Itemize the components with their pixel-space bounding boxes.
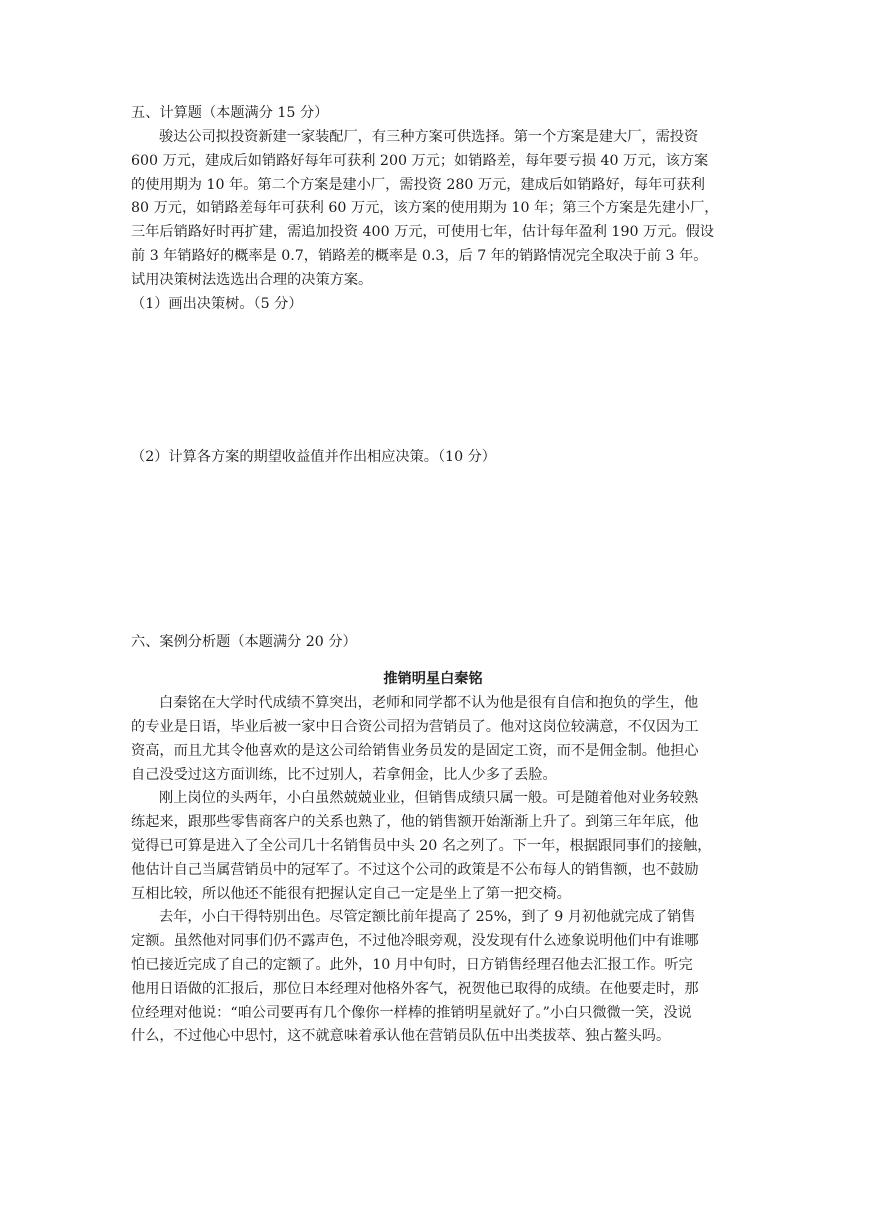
text-line: 他用日语做的汇报后，那位日本经理对他格外客气，祝贺他已取得的成绩。在他要走时，那 [131, 980, 699, 997]
section-6-heading: 六、案例分析题（本题满分 20 分） [131, 634, 357, 651]
spacer [131, 655, 735, 667]
question-1: （1）画出决策树。（5 分） [131, 295, 303, 312]
text-line: 什么，不过他心中思忖，这不就意味着承认他在营销员队伍中出类拔萃、独占鳌头吗。 [131, 1028, 671, 1045]
text-line: 的使用期为 10 年。第二个方案是建小厂，需投资 280 万元，建成后如销路好，每年可获利 [131, 176, 705, 193]
text-line: 自己没受过这方面训练，比不过别人，若拿佣金，比人少多了丢脸。 [131, 766, 557, 783]
text-line: 80 万元，如销路差每年可获利 60 万元，该方案的使用期为 10 年；第三个方案是先建小厂， [131, 200, 719, 217]
case-paragraph-2 [131, 787, 735, 906]
section-5-heading: 五、计算题（本题满分 15 分） [131, 105, 329, 121]
text-line: 三年后销路好时再扩建，需追加投资 400 万元，可使用七年，估计每年盈利 190 万元。假设 [131, 224, 714, 241]
document-content [131, 101, 735, 1049]
text-line: 的专业是日语，毕业后被一家中日合资公司招为营销员了。他对这岗位较满意，不仅因为工 [131, 718, 699, 735]
text-line: 怕已接近完成了自己的定额了。此外，10 月中旬时，日方销售经理召他去汇报工作。听完 [131, 956, 693, 973]
answer-space-1 [131, 316, 735, 446]
text-line: 觉得已可算是进入了全公司几十名销售员中头 20 名之列了。下一年，根据跟同事们的接触， [131, 837, 712, 854]
text-line: 试用决策树法选选出合理的决策方案。 [131, 271, 373, 288]
text-line: 去年，小白干得特别出色。尽管定额比前年提高了 25%，到了 9 月初他就完成了销售 [159, 909, 696, 926]
answer-space-2 [131, 470, 735, 630]
text-line: 600 万元，建成后如销路好每年可获利 200 万元；如销路差，每年要亏损 40 万元，该方案 [131, 152, 709, 169]
text-line: 白秦铭在大学时代成绩不算突出，老师和同学都不认为他是很有自信和抱负的学生，他 [159, 695, 699, 712]
problem-paragraph [131, 126, 735, 293]
text-line: 定额。虽然他对同事们仍不露声色，不过他冷眼旁观，没发现有什么迹象说明他们中有谁哪 [131, 933, 699, 950]
text-line: 刚上岗位的头两年，小白虽然兢兢业业，但销售成绩只属一般。可是随着他对业务较熟 [159, 790, 699, 807]
question-2: （2）计算各方案的期望收益值并作出相应决策。（10 分） [131, 449, 496, 466]
text-line: 位经理对他说：“咱公司要再有几个像你一样棒的推销明星就好了。”小白只微微一笑，没说 [131, 1004, 692, 1021]
case-paragraph-1 [131, 692, 735, 787]
text-line: 前 3 年销路好的概率是 0.7，销路差的概率是 0.3，后 7 年的销路情况完全取决于前 3 年。 [131, 247, 708, 264]
text-line: 互相比较，所以他还不能很有把握认定自己一定是坐上了第一把交椅。 [131, 885, 571, 902]
case-title: 推销明星白秦铭 [383, 671, 483, 688]
text-line: 资高，而且尤其令他喜欢的是这公司给销售业务员发的是固定工资，而不是佣金制。他担心 [131, 742, 699, 759]
case-paragraph-3 [131, 906, 735, 1049]
text-line: 骏达公司拟投资新建一家装配厂，有三种方案可供选择。第一个方案是建大厂，需投资 [159, 129, 699, 145]
text-line: 练起来，跟那些零售商客户的关系也熟了，他的销售额开始渐渐上升了。到第三年年底，他 [131, 814, 699, 831]
text-line: 他估计自己当属营销员中的冠军了。不过这个公司的政策是不公布每人的销售额，也不鼓励 [131, 861, 699, 878]
